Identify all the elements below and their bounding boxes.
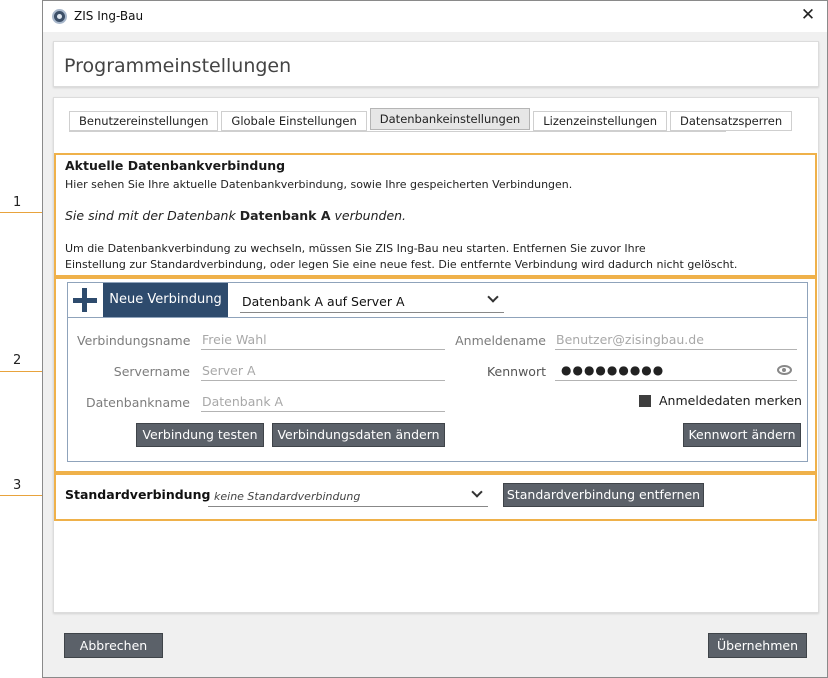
close-button[interactable]: ✕ [800,5,816,25]
status-database-name: Datenbank A [239,208,331,223]
new-connection-button[interactable]: Neue Verbindung [103,283,228,317]
main-panel [53,97,819,613]
default-connection-value: keine Standardverbindung [214,490,361,503]
remember-credentials-checkbox[interactable] [639,395,651,407]
callout-3: 3 [13,478,22,493]
default-connection-section [54,473,817,521]
tab-bar [69,110,795,131]
settings-window [42,0,828,678]
remember-credentials-label: Anmeldedaten merken [659,393,802,408]
current-connection-section [54,153,817,277]
default-connection-label: Standardverbindung [65,487,211,502]
password-label: Kennwort [486,364,546,379]
password-value: ●●●●●●●●● [561,363,665,377]
connection-name-label: Verbindungsname [77,333,191,348]
section-heading: Aktuelle Datenbankverbindung [65,158,286,173]
tab-global-settings[interactable]: Globale Einstellungen [221,111,366,131]
app-logo-icon [52,9,67,24]
eye-icon[interactable] [777,365,792,375]
restart-info-line-1: Um die Datenbankverbindung zu wechseln, müssen Sie ZIS Ing-Bau neu starten. Entfernen Sie zuvor Ihre [65,242,646,255]
connection-select[interactable] [240,291,504,313]
tab-database-settings[interactable]: Datenbankeinstellungen [370,108,530,130]
status-suffix: verbunden. [334,208,407,223]
tab-user-settings[interactable]: Benutzereinstellungen [69,111,218,131]
tab-divider [69,131,726,132]
chevron-down-icon [487,291,498,302]
test-connection-button[interactable]: Verbindung testen [136,423,264,447]
restart-info-line-2: Einstellung zur Standardverbindung, oder legen Sie eine neue fest. Die entfernte Verbindung wird dadurch nicht gelöscht. [65,258,738,271]
status-prefix: Sie sind mit der Datenbank [65,208,236,223]
connection-box [67,282,808,462]
default-connection-select[interactable] [208,485,488,507]
tab-license-settings[interactable]: Lizenzeinstellungen [533,111,667,131]
apply-button[interactable]: Übernehmen [708,633,807,658]
change-password-button[interactable]: Kennwort ändern [683,423,801,447]
connection-name-input[interactable] [201,330,445,350]
page-title: Programmeinstellungen [64,55,292,77]
window-title: ZIS Ing-Bau [74,9,144,23]
callout-2: 2 [13,353,22,368]
connection-select-value: Datenbank A auf Server A [242,294,405,309]
chevron-down-icon [471,486,482,497]
restart-info [65,241,765,273]
add-connection-icon[interactable] [68,283,103,317]
remove-default-connection-button[interactable]: Standardverbindung entfernen [503,483,704,507]
database-name-label: Datenbankname [85,395,190,410]
header-panel [53,41,819,87]
tab-record-locks[interactable]: Datensatzsperren [670,111,792,131]
cancel-button[interactable]: Abbrechen [64,633,163,658]
title-bar [43,1,827,32]
database-name-input[interactable] [201,392,445,412]
server-name-input[interactable] [201,361,445,381]
server-name-label: Servername [113,364,190,379]
connection-box-divider [68,317,807,318]
edit-connection-button[interactable]: Verbindungsdaten ändern [272,423,445,447]
connection-details-section [54,277,817,473]
callout-1: 1 [13,195,22,210]
connection-status [65,208,406,223]
section-description: Hier sehen Sie Ihre aktuelle Datenbankverbindung, sowie Ihre gespeicherten Verbindungen. [65,178,573,191]
login-name-label: Anmeldename [455,333,546,348]
password-input[interactable] [555,361,797,381]
login-name-input[interactable] [555,330,797,350]
